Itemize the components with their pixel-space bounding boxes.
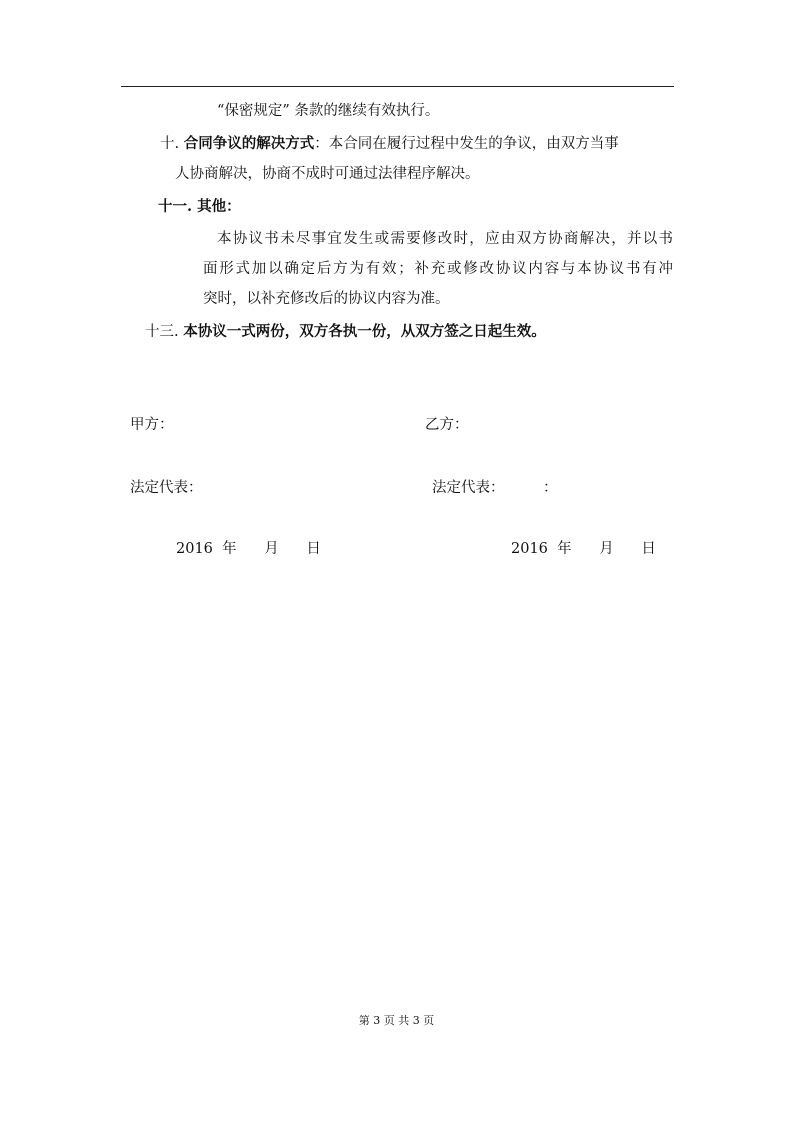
date-a: 2016 年 月 日 [176,541,321,557]
clause-10-heading: 合同争议的解决方式 [183,135,315,152]
clause-11-heading: 十一. 其他： [158,198,241,215]
clause-13-text: 本协议一式两份，双方各执一份，从双方签之日起生效。 [183,323,546,340]
header-rule [121,86,674,87]
rep-a-label: 法定代表： [130,480,203,496]
date-b: 2016 年 月 日 [511,541,656,557]
clause-10-number: 十. [160,136,180,152]
rep-b-label: 法定代表： [432,480,505,496]
party-a-label: 甲方： [130,417,174,433]
clause-11-text-3: 突时，以补充修改后的协议内容为准。 [203,291,450,307]
continuation-line: “保密规定” 条款的继续有效执行。 [217,103,440,119]
page-footer: 第 3 页 共 3 页 [358,1014,435,1027]
clause-10-line-1 [160,134,619,154]
clause-11-text-1: 本协议书未尽事宜发生或需要修改时，应由双方协商解决，并以书 [217,231,673,247]
party-b-label: 乙方： [425,417,469,433]
clause-11-text-2: 面形式加以确定后方为有效；补充或修改协议内容与本协议书有冲 [203,261,673,277]
rep-b-trailing-colon: ： [543,480,558,496]
clause-10-text-1: ：本合同在履行过程中发生的争议，由双方当事 [314,136,619,152]
clause-10-text-2: 人协商解决，协商不成时可通过法律程序解决。 [175,166,480,182]
clause-13-line [145,322,546,342]
clause-13-number: 十三. [145,324,179,340]
